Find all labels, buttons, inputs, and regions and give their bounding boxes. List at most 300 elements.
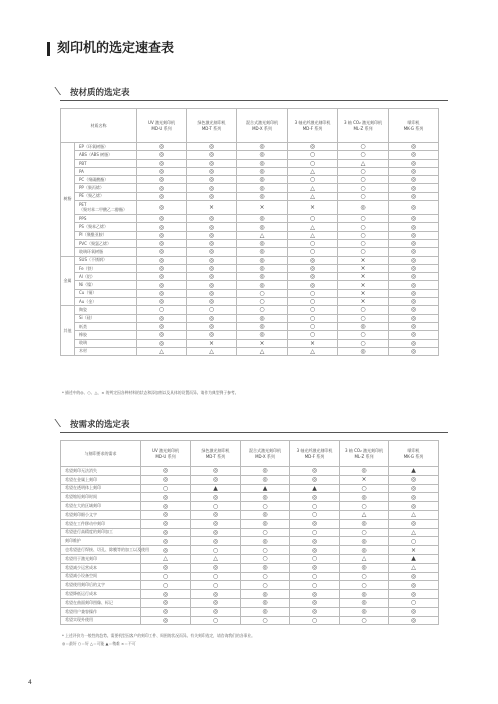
rating-cell: ◎ [338,322,389,330]
rating-cell: ○ [137,306,187,314]
rating-cell: ○ [290,502,340,511]
table-row [61,223,439,231]
material-name: Si（硅） [75,314,137,322]
rating-cell: ◎ [141,590,191,599]
rating-cell: × [288,201,338,215]
table-row [61,475,439,484]
need-name: 希望减小设备空间 [61,572,141,581]
rating-cell: ◎ [191,528,241,537]
rating-cell: ◎ [137,201,187,215]
column-header: 绿色激光刻印机 MD-T 系列 [187,109,237,143]
rating-cell: ◎ [187,248,237,256]
rating-cell: ◎ [141,528,191,537]
table-row [61,331,439,339]
rating-cell: △ [338,159,389,167]
rating-cell: ○ [340,484,389,493]
rating-cell: ○ [191,502,241,511]
table-row [61,347,439,355]
rating-cell: △ [288,184,338,192]
rating-cell: ○ [338,215,389,223]
rating-cell: ◎ [237,314,288,322]
rating-cell: ◎ [137,192,187,200]
rating-cell: ◎ [141,598,191,607]
rating-cell: ○ [338,306,389,314]
rating-cell: ○ [288,322,338,330]
material-name: 玻璃 [75,339,137,347]
rating-cell: ○ [290,510,340,519]
column-header: 3 轴光纤激光刻印机 MD-F 系列 [290,441,340,467]
rating-cell: △ [288,192,338,200]
rating-cell: ◎ [237,248,288,256]
rating-cell: ○ [340,502,389,511]
material-table-note: * 描述中的◎、○、△、× 的判定因各种材料的状态和添加剂以及具体的设置而异。请作为典型例子参考。 [62,390,239,395]
need-name: 希望在大的区域刻印 [61,502,141,511]
rating-cell: ◎ [290,519,340,528]
rating-cell: ◎ [137,223,187,231]
table-row [61,607,439,616]
rating-cell: ◎ [137,256,187,264]
need-selection-table [60,440,439,625]
rating-cell: ◎ [187,289,237,297]
rating-cell: △ [237,231,288,239]
material-name: 玻璃环氧树脂 [75,248,137,256]
rating-cell: ◎ [340,590,389,599]
need-name: 刻印维护 [61,537,141,546]
need-name: 希望实现外使用 [61,616,141,625]
table-row [61,467,439,476]
page-number: 4 [28,679,32,686]
table-row [61,510,439,519]
table-row [61,502,439,511]
material-name: 木材 [75,347,137,355]
table-row [61,239,439,247]
rating-cell: ◎ [137,239,187,247]
table-row [61,546,439,555]
rating-cell: ○ [288,331,338,339]
rating-cell: ◎ [389,519,439,528]
rating-cell: ○ [340,616,389,625]
rating-cell: ○ [241,502,290,511]
rating-cell: ○ [241,616,290,625]
rating-cell: ◎ [187,298,237,306]
rating-cell: ◎ [340,537,389,546]
rating-cell: ◎ [137,331,187,339]
page-title: 刻印机的选定速查表 [47,42,174,56]
column-header-material: 材质名称 [61,109,137,143]
rating-cell: ◎ [241,607,290,616]
rating-cell: ◎ [389,143,439,151]
rating-cell: ◎ [191,607,241,616]
rating-cell: ◎ [137,159,187,167]
column-header-need: 与刻印要求的需求 [61,441,141,467]
rating-cell: ○ [288,215,338,223]
rating-cell: ◎ [241,563,290,572]
rating-cell: ◎ [241,519,290,528]
rating-cell: ◎ [389,331,439,339]
need-name: 希望在工件移动中刻印 [61,519,141,528]
material-name: PI（聚酰亚胺） [75,231,137,239]
column-header: 3 轴 CO₂ 激光刻印机 ML-Z 系列 [340,441,389,467]
rating-cell: ◎ [237,223,288,231]
rating-cell: ○ [290,616,340,625]
table-row [61,143,439,151]
table-row [61,572,439,581]
rating-cell: ◎ [389,581,439,590]
rating-cell: ○ [241,572,290,581]
rating-cell: × [338,256,389,264]
rating-cell: ◎ [290,563,340,572]
material-name: PC（聚碳酸酯） [75,176,137,184]
rating-cell: △ [288,167,338,175]
rating-cell: ◎ [137,184,187,192]
need-name: 希望在曲面刻印图像、标记 [61,598,141,607]
rating-cell: ○ [187,306,237,314]
column-header: 混合式激光刻印机 MD-X 系列 [237,109,288,143]
rating-cell: ○ [288,298,338,306]
rating-cell: ◎ [340,519,389,528]
rating-cell: ◎ [137,167,187,175]
rating-cell: ○ [340,581,389,590]
rating-cell: ◎ [237,273,288,281]
rating-cell: ◎ [389,215,439,223]
rating-cell: ◎ [389,590,439,599]
material-selection-table [60,108,439,356]
rating-cell: ◎ [187,167,237,175]
rating-cell: ◎ [389,298,439,306]
rating-cell: ◎ [389,475,439,484]
table-row [61,281,439,289]
rating-cell: ◎ [237,151,288,159]
rating-cell: ◎ [141,546,191,555]
rating-cell: ○ [288,289,338,297]
need-name: 希望刻印无法消失 [61,467,141,476]
rating-cell: ◎ [241,467,290,476]
rating-cell: ○ [338,143,389,151]
rating-cell: ◎ [191,563,241,572]
material-name: Ni（镍） [75,281,137,289]
column-header: UV 激光刻印机 MD-U 系列 [137,109,187,143]
rating-cell: ◎ [191,519,241,528]
need-name: 希望减少运营成本 [61,563,141,572]
table-row [61,201,439,215]
rating-cell: ◎ [290,590,340,599]
rating-cell: ○ [241,554,290,563]
rating-cell: ◎ [338,347,389,355]
table-row [61,192,439,200]
rating-cell: × [187,201,237,215]
rating-cell: ◎ [137,151,187,159]
rating-cell: ◎ [290,607,340,616]
need-name: 希望在透明体上刻印 [61,484,141,493]
rating-cell: ○ [288,239,338,247]
rating-cell: ◎ [237,167,288,175]
rating-cell: ○ [191,616,241,625]
rating-cell: ◎ [389,223,439,231]
rating-cell: ◎ [141,607,191,616]
rating-cell: ○ [288,314,338,322]
rating-cell: ▲ [389,554,439,563]
rating-cell: △ [137,347,187,355]
table-row [61,306,439,314]
rating-cell: ◎ [237,331,288,339]
table-row [61,528,439,537]
rating-cell: ○ [338,184,389,192]
table-row [61,563,439,572]
rating-cell: ◎ [187,331,237,339]
rating-cell: ◎ [187,143,237,151]
rating-cell: ◎ [288,143,338,151]
rating-cell: △ [340,554,389,563]
table-row [61,519,439,528]
rating-cell: ◎ [137,339,187,347]
rating-cell: ◎ [191,590,241,599]
rating-cell: ▲ [191,484,241,493]
rating-cell: ◎ [191,467,241,476]
table-row [61,151,439,159]
rating-cell: ◎ [389,248,439,256]
rating-cell: ○ [290,572,340,581]
rating-cell: △ [191,554,241,563]
rating-cell: ○ [338,176,389,184]
material-name: 橡胶 [75,331,137,339]
table-row [61,484,439,493]
rating-cell: ◎ [288,281,338,289]
rating-cell: ◎ [191,537,241,546]
material-name: PPS [75,215,137,223]
rating-cell: ◎ [290,537,340,546]
rating-cell: ◎ [389,192,439,200]
table-row [61,289,439,297]
rating-cell: ○ [191,546,241,555]
rating-cell: ◎ [389,502,439,511]
rating-cell: ◎ [389,231,439,239]
rating-cell: ◎ [141,467,191,476]
rating-cell: ○ [191,581,241,590]
rating-cell: ◎ [340,493,389,502]
rating-cell: ○ [338,314,389,322]
rating-cell: ◎ [290,475,340,484]
rating-cell: ◎ [288,256,338,264]
rating-cell: × [338,273,389,281]
column-header: UV 激光刻印机 MD-U 系列 [141,441,191,467]
rating-cell: △ [340,510,389,519]
need-table-note: * 上述评价为一般性的趋势。需要机型因客户的刻印工件、周围的状况而异。有关刻印选定，请咨询我们的各事业。 [62,633,255,638]
table-row [61,215,439,223]
rating-cell: × [338,264,389,272]
rating-cell: ◎ [290,546,340,555]
rating-cell: ○ [338,339,389,347]
rating-cell: ◎ [389,289,439,297]
rating-cell: ◎ [290,493,340,502]
material-name: PE（聚乙烯） [75,192,137,200]
rating-cell: ◎ [389,264,439,272]
rating-cell: ◎ [137,215,187,223]
need-name: 希望进行高精度的刻印加工 [61,528,141,537]
rating-cell: ◎ [389,184,439,192]
group-label: 金属 [61,256,75,306]
rating-cell: ○ [141,572,191,581]
symbol-legend: ◎＝最好 ○＝好 △＝可能 ▲＝稍难 ×＝不可 [62,641,136,646]
rating-cell: ◎ [389,572,439,581]
rating-cell: ○ [338,231,389,239]
material-name: PET （聚对苯二甲酸乙二醇酯） [75,201,137,215]
group-label: 树脂 [61,143,75,257]
need-name: 希望用户兼容操作 [61,607,141,616]
rating-cell: ○ [340,572,389,581]
material-name: PVC（聚氯乙烯） [75,239,137,247]
rating-cell: ◎ [141,616,191,625]
rating-cell: △ [288,347,338,355]
rating-cell: ▲ [389,467,439,476]
rating-cell: ◎ [338,201,389,215]
rating-cell: ◎ [187,184,237,192]
rating-cell: ○ [340,528,389,537]
rating-cell: ◎ [389,314,439,322]
rating-cell: ◎ [237,143,288,151]
rating-cell: ○ [241,528,290,537]
rating-cell: ◎ [389,322,439,330]
table-row [61,231,439,239]
material-name: Al（铝） [75,273,137,281]
rating-cell: ◎ [187,231,237,239]
rating-cell: △ [389,510,439,519]
need-name: 也希望进行焊接、切孔、除膜等的加工以及使用 [61,546,141,555]
rating-cell: ◎ [237,322,288,330]
table-row [61,298,439,306]
section-heading-material: 按材质的选定表 [60,86,448,101]
rating-cell: ◎ [141,563,191,572]
rating-cell: ◎ [241,510,290,519]
rating-cell: ◎ [288,264,338,272]
rating-cell: ○ [389,537,439,546]
rating-cell: ○ [338,331,389,339]
column-header: 3 轴光纤激光刻印机 MD-F 系列 [288,109,338,143]
table-row [61,248,439,256]
rating-cell: ◎ [187,215,237,223]
rating-cell: ◎ [137,231,187,239]
rating-cell: × [237,201,288,215]
rating-cell: ◎ [187,273,237,281]
rating-cell: ◎ [237,184,288,192]
rating-cell: ◎ [241,598,290,607]
rating-cell: ◎ [141,493,191,502]
table-row [61,273,439,281]
rating-cell: ○ [141,581,191,590]
table-row [61,314,439,322]
rating-cell: ◎ [187,281,237,289]
rating-cell: ◎ [241,493,290,502]
table-row [61,264,439,272]
rating-cell: △ [141,554,191,563]
need-name: 希望刻印细小文字 [61,510,141,519]
table-row [61,493,439,502]
rating-cell: ◎ [389,616,439,625]
rating-cell: ◎ [340,546,389,555]
table-header-row [61,109,439,143]
rating-cell: ◎ [187,264,237,272]
rating-cell: ◎ [237,281,288,289]
rating-cell: △ [237,347,288,355]
rating-cell: ◎ [137,298,187,306]
table-row [61,176,439,184]
rating-cell: ○ [338,223,389,231]
rating-cell: ○ [141,484,191,493]
table-header-row [61,441,439,467]
rating-cell: ◎ [389,273,439,281]
need-name: 希望降低运行成本 [61,590,141,599]
rating-cell: ○ [338,192,389,200]
rating-cell: ◎ [241,590,290,599]
rating-cell: ○ [338,167,389,175]
rating-cell: ◎ [389,347,439,355]
rating-cell: × [187,339,237,347]
rating-cell: ◎ [137,264,187,272]
rating-cell: ◎ [237,215,288,223]
material-name: Au（金） [75,298,137,306]
group-label: 其他 [61,306,75,356]
need-name: 希望用于激光刻印 [61,554,141,563]
rating-cell: × [340,475,389,484]
rating-cell: × [237,339,288,347]
rating-cell: ◎ [389,281,439,289]
rating-cell: ◎ [237,256,288,264]
rating-cell: ○ [290,554,340,563]
rating-cell: ◎ [137,176,187,184]
column-header: 3 轴 CO₂ 激光刻印机 ML-Z 系列 [338,109,389,143]
rating-cell: ◎ [141,537,191,546]
rating-cell: ○ [290,581,340,590]
rating-cell: ◎ [187,151,237,159]
rating-cell: ○ [237,306,288,314]
table-row [61,598,439,607]
column-header: 绿色激光刻印机 MD-T 系列 [191,441,241,467]
rating-cell: ◎ [141,510,191,519]
rating-cell: ◎ [137,143,187,151]
rating-cell: ◎ [137,273,187,281]
rating-cell: △ [288,231,338,239]
rating-cell: △ [389,528,439,537]
material-name: 陶瓷 [75,306,137,314]
rating-cell: × [338,298,389,306]
material-name: 纸类 [75,322,137,330]
material-name: ABS（ABS 树脂） [75,151,137,159]
rating-cell: △ [187,347,237,355]
rating-cell: ○ [389,598,439,607]
rating-cell: ◎ [191,475,241,484]
rating-cell: ◎ [141,475,191,484]
rating-cell: ◎ [389,201,439,215]
table-row [61,616,439,625]
table-row [61,256,439,264]
column-header: 喷印机 MK-G 系列 [389,109,439,143]
rating-cell: ○ [338,239,389,247]
rating-cell: ◎ [187,239,237,247]
rating-cell: ◎ [389,484,439,493]
rating-cell: ◎ [137,322,187,330]
rating-cell: ◎ [137,289,187,297]
rating-cell: × [288,339,338,347]
rating-cell: ◎ [191,510,241,519]
material-name: PBT [75,159,137,167]
need-name: 希望缩短刻印时间 [61,493,141,502]
need-name: 希望使用刻印后的文字 [61,581,141,590]
rating-cell: ◎ [288,273,338,281]
rating-cell: ◎ [389,256,439,264]
material-name: Fe（铁） [75,264,137,272]
rating-cell: ◎ [340,467,389,476]
rating-cell: ◎ [290,598,340,607]
rating-cell: ◎ [290,467,340,476]
